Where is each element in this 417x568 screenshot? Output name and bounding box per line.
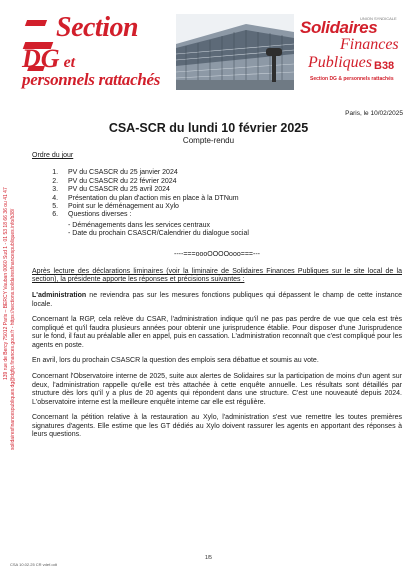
separator: ----===oooOOOOooo===--- bbox=[174, 250, 260, 258]
logo-personnels-word: personnels rattachés bbox=[22, 70, 161, 89]
document-date: Paris, le 10/02/2025 bbox=[345, 110, 403, 117]
logo-publiques-word: Publiques bbox=[308, 54, 372, 71]
paragraph-petition: Concernant la pétition relative à la restauration au Xylo, l'administration s'est vue remettre les toutes premières signatures d'agents. Elle estime que les GT dédiés au Xylo doivent rassurer les agents en apportant des réponses à leurs questions. bbox=[32, 414, 402, 439]
logo-stripe bbox=[25, 20, 47, 26]
agenda-item: 5. Point sur le déménagement au Xylo bbox=[60, 203, 402, 211]
agenda-sub-list bbox=[68, 222, 402, 239]
logo-tagline: Section DG & personnels rattachés bbox=[310, 76, 394, 82]
logo-solidaires-word: Solidaires bbox=[300, 18, 378, 37]
document-content bbox=[32, 152, 402, 447]
paragraph-avril: En avril, lors du prochain CSASCR la question des emplois sera débattue et soumis au vote. bbox=[32, 357, 319, 365]
agenda-item: 1. PV du CSASCR du 25 janvier 2024 bbox=[60, 169, 402, 177]
agenda-item: 6. Questions diverses : - Déménagements dans les services centraux - Date du prochain CSASCR/Calendrier du dialogue social bbox=[60, 211, 402, 238]
logo-dg-word: DG et bbox=[22, 44, 76, 73]
paragraph-rgp: Concernant la RGP, cela relève du CSAR, l'administration indique qu'il ne pas pas perdre de vue que cela est très compliqué et qu'il faudra plusieurs années pour obtenir une jurisprudence établie. Pour disposer d'une Jurisprudence sur le fond, il faut au préalable aller en appel, puis en cassation. L'administration reconnaît que c'est compliqué pour les agents en poste. bbox=[32, 316, 403, 349]
side-contact-text: solidairesfinancespubliques.dg@dgfip.finances.gouv.fr - https://sections.solidairesfinancespubliques.info/b38/ bbox=[10, 208, 16, 450]
logo-section-word: Section bbox=[56, 12, 139, 43]
agenda-sub-item: - Déménagements dans les services centraux bbox=[68, 221, 211, 229]
agenda-sub-item: - Date du prochain CSASCR/Calendrier du dialogue social bbox=[68, 230, 249, 238]
logo-b38-word: B38 bbox=[374, 60, 395, 72]
paragraph-observatoire: Concernant l'Observatoire interne de 2025, suite aux alertes de Solidaires sur la participation de moins d'un agent sur deux, l'administration rappelle qu'elle est très attachée à cette enquête annuelle. Les résultats sont détaillés par structure dès lors qu'il y a plus de 20 agents qui répondent dans une structure. C'est une nouveauté depuis 2024. L'observatoire interne est la meilleure enquête interne car elle est régulière. bbox=[32, 373, 402, 406]
footer-filename: CSA 10.02.25 CR vdef.odt bbox=[10, 562, 57, 567]
document-title: CSA-SCR du lundi 10 février 2025 bbox=[108, 121, 309, 135]
agenda-item: 4. Présentation du plan d'action mis en place à la DTNum bbox=[60, 195, 402, 203]
paragraph-administration: L'administration ne reviendra pas sur les mesures fonctions publiques qui dépassent le champ de cette instance locale. bbox=[32, 292, 402, 308]
agenda-item: 3. PV du CSASCR du 25 avril 2024 bbox=[60, 186, 402, 194]
agenda-list bbox=[32, 169, 402, 238]
solidaires-logo bbox=[300, 8, 408, 104]
logo-union-text: UNION SYNDICALE bbox=[360, 16, 397, 21]
side-address-text: 139 rue de Bercy 75012 Paris – BERCY Vauban 0060 Sud 1 - 01 53 18 66 36 ou 41 47 bbox=[3, 187, 9, 380]
agenda-item: 2. PV du CSASCR du 22 février 2024 bbox=[60, 178, 402, 186]
logo-finances-word: Finances bbox=[340, 36, 399, 53]
building-photo bbox=[176, 14, 294, 90]
page-number: 1/5 bbox=[205, 555, 212, 561]
document-subtitle: Compte-rendu bbox=[182, 136, 235, 145]
paragraph-intro: Après lecture des déclarations liminaires (voir la liminaire de Solidaires Finances Publiques sur le site local de la section), la présidente apporte les réponses et précisions suivantes : bbox=[32, 268, 402, 284]
agenda-heading: Ordre du jour bbox=[32, 152, 74, 159]
